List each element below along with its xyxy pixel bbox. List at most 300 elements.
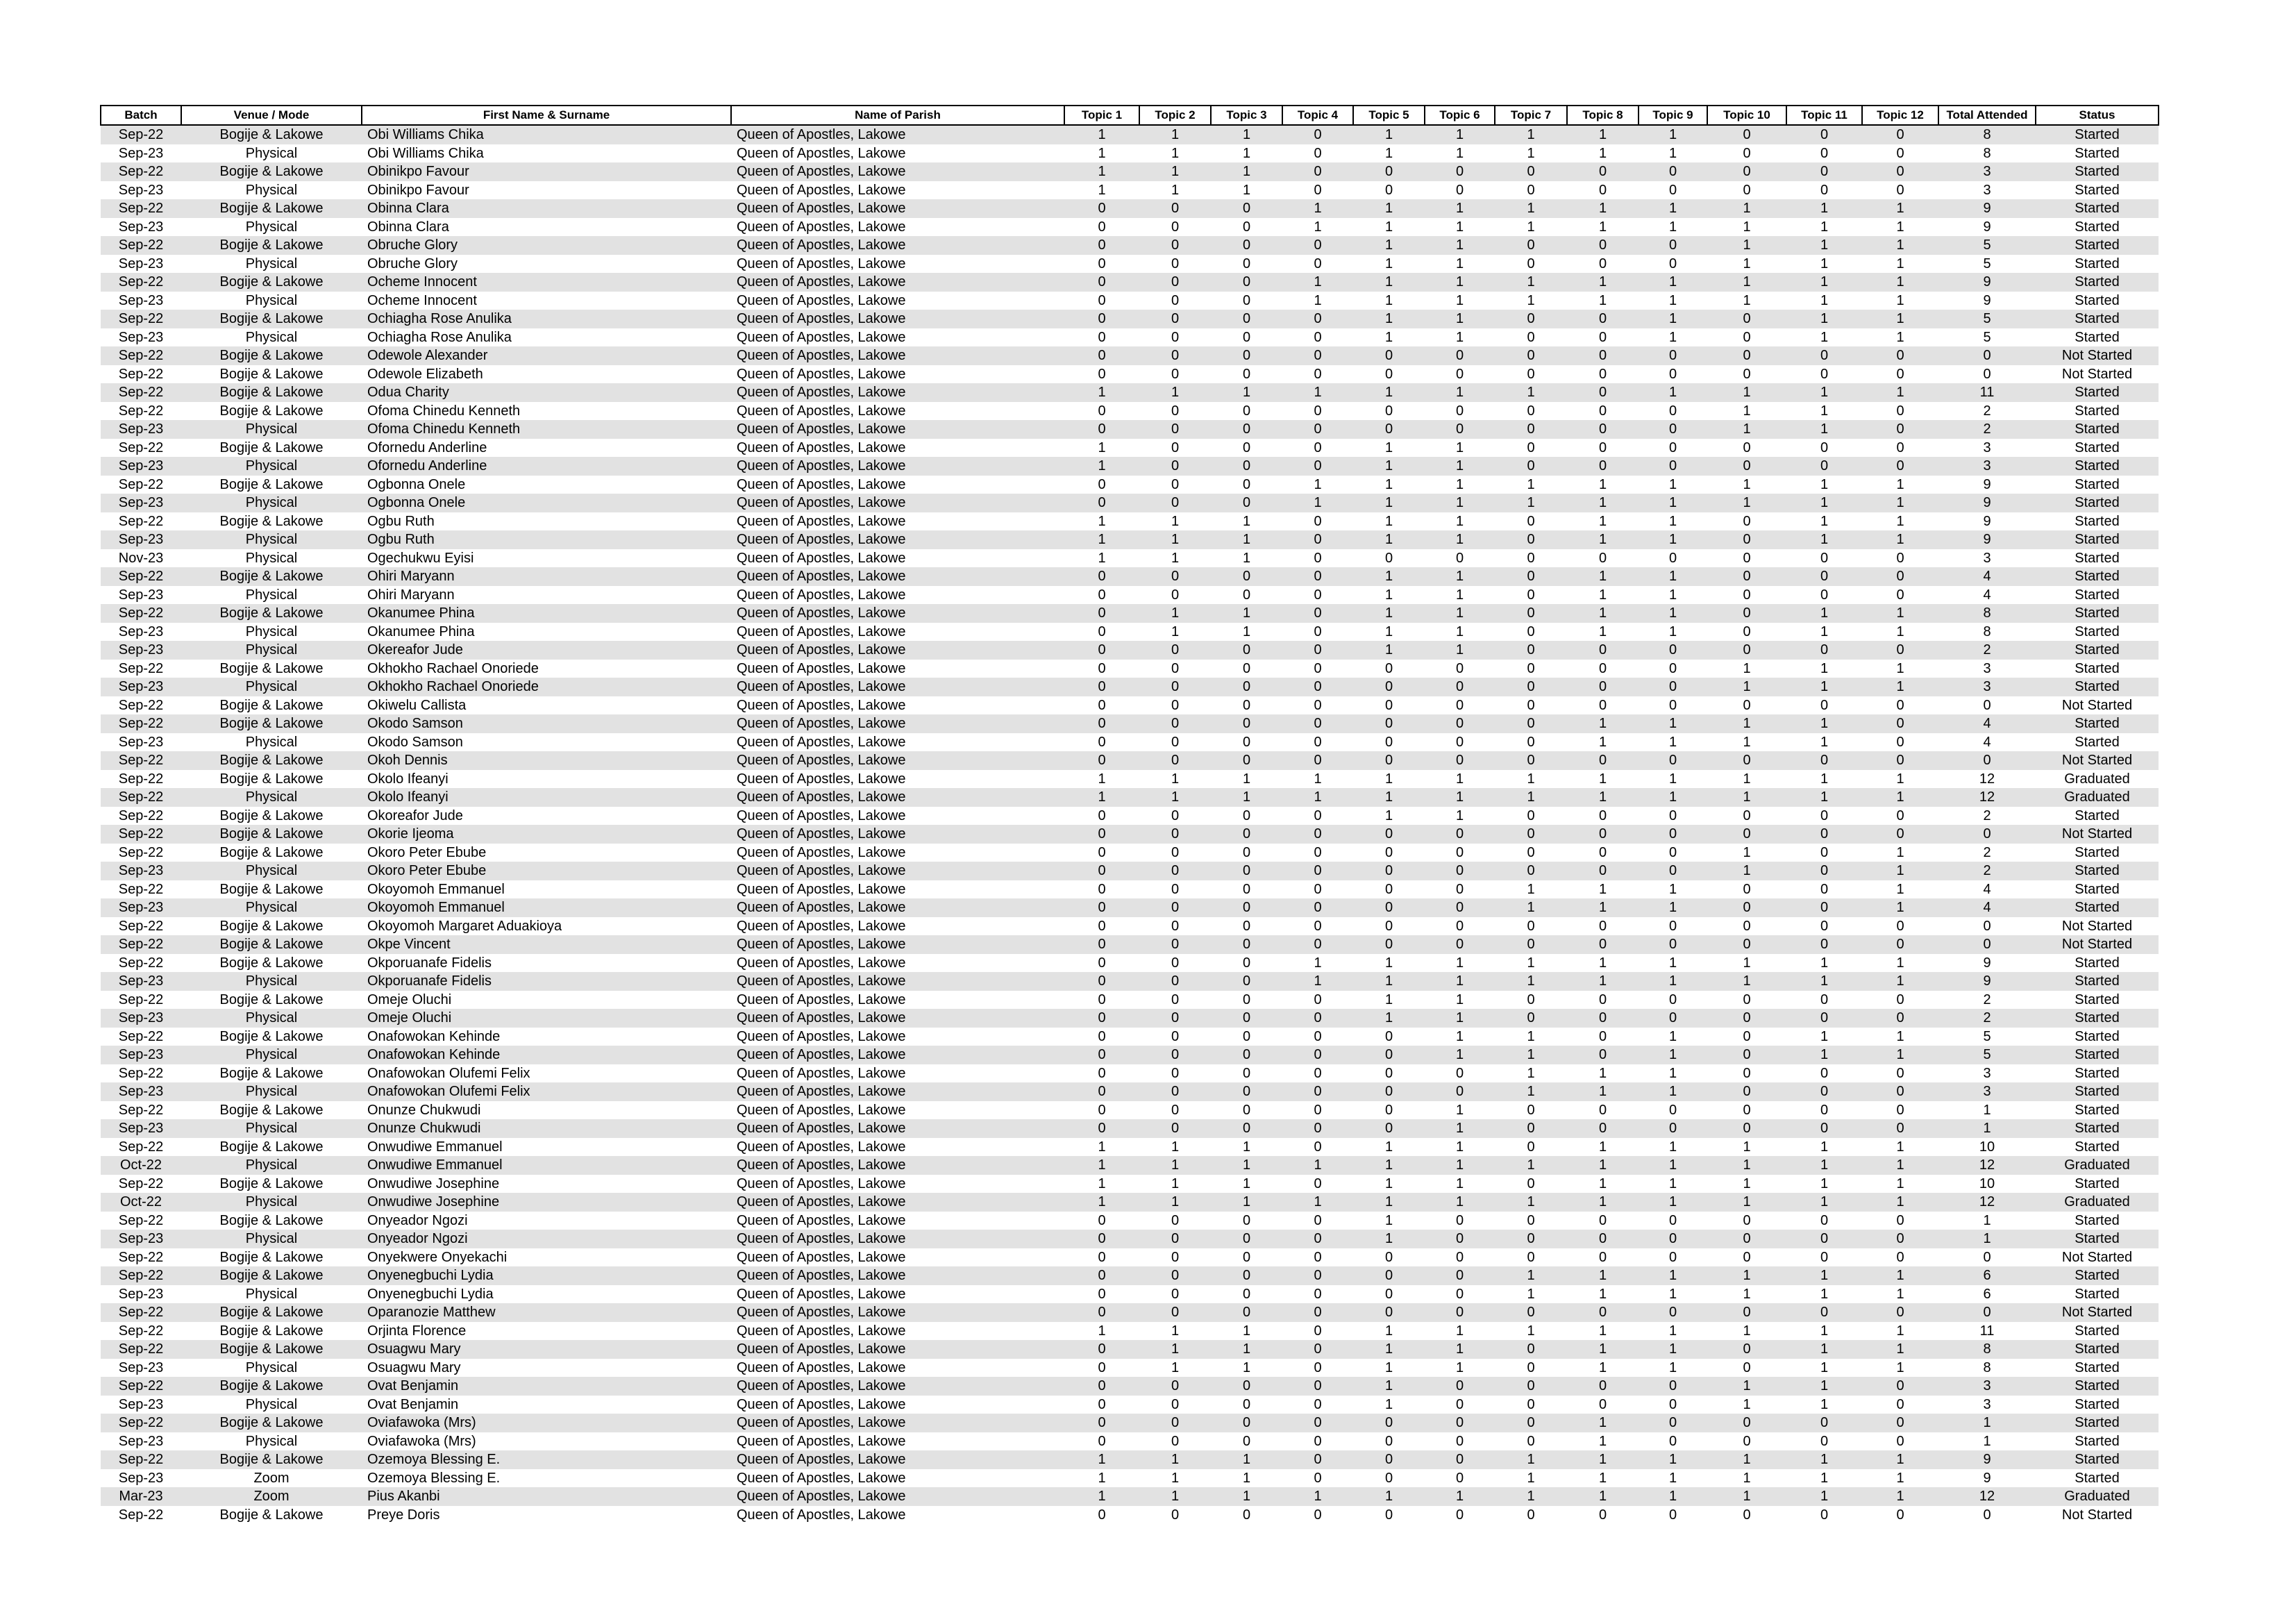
topic-7-cell: 1: [1527, 771, 1535, 787]
topic-10-cell: 0: [1707, 1009, 1786, 1028]
table-row[interactable]: [101, 1377, 2159, 1396]
topic-4-cell: 0: [1282, 420, 1353, 439]
topic-12-cell: 1: [1862, 1046, 1938, 1064]
table-row[interactable]: [101, 181, 2159, 200]
topic-9-cell: 0: [1668, 366, 1677, 382]
topic-4-cell: 0: [1282, 530, 1353, 549]
parish-cell: Queen of Apostles, Lakowe: [737, 1175, 906, 1191]
topic-1-cell: 0: [1098, 1433, 1106, 1449]
topic-9-cell: 1: [1639, 1340, 1707, 1359]
topic-9-cell: 0: [1668, 991, 1677, 1007]
topic-1-cell: 1: [1098, 1470, 1106, 1486]
batch-cell: Sep-22: [101, 604, 181, 623]
topic-4-cell: 0: [1314, 440, 1322, 455]
table-row[interactable]: [101, 898, 2159, 917]
topic-8-cell: 0: [1567, 1377, 1639, 1396]
topic-9-cell: 1: [1668, 1470, 1677, 1486]
topic-10-cell: 1: [1743, 1175, 1751, 1191]
status-cell: Started: [2075, 955, 2120, 971]
topic-6-cell: 1: [1425, 1009, 1495, 1028]
topic-12-cell: 0: [1862, 714, 1938, 733]
table-row[interactable]: [101, 1487, 2159, 1506]
table-row[interactable]: [101, 1469, 2159, 1488]
venue-mode-cell: Bogije & Lakowe: [181, 567, 362, 586]
table-row[interactable]: [101, 457, 2159, 476]
parish-cell: Queen of Apostles, Lakowe: [731, 1046, 1064, 1064]
topic-5-cell: 0: [1353, 714, 1425, 733]
name-cell: Ofoma Chinedu Kenneth: [362, 420, 731, 439]
batch-cell: Sep-22: [118, 476, 164, 492]
topic-4-cell: 1: [1314, 955, 1322, 971]
topic-8-cell: 0: [1598, 1028, 1607, 1044]
topic-4-cell: 0: [1314, 403, 1322, 419]
table-row[interactable]: [101, 1212, 2159, 1230]
status-cell: Graduated: [2064, 771, 2130, 787]
table-row[interactable]: [101, 825, 2159, 844]
topic-12-cell: 0: [1896, 697, 1904, 713]
topic-11-cell: 1: [1820, 1028, 1829, 1044]
parish-cell: Queen of Apostles, Lakowe: [731, 530, 1064, 549]
header-parish[interactable]: Name of Parish: [731, 106, 1064, 125]
topic-9-cell: 1: [1668, 955, 1677, 971]
header-topic-6[interactable]: Topic 6: [1425, 106, 1495, 125]
topic-4-cell: 0: [1314, 1102, 1322, 1118]
topic-6-cell: 0: [1425, 1230, 1495, 1248]
topic-11-cell: 1: [1820, 329, 1829, 345]
topic-2-cell: 0: [1139, 1266, 1211, 1285]
total-attended-cell: 1: [1983, 1433, 1991, 1449]
table-row[interactable]: [101, 770, 2159, 789]
topic-7-cell: 0: [1495, 1303, 1567, 1322]
parish-cell: Queen of Apostles, Lakowe: [731, 125, 1064, 144]
venue-mode-cell: Bogije & Lakowe: [181, 825, 362, 844]
table-row[interactable]: [101, 1175, 2159, 1194]
topic-6-cell: 0: [1455, 844, 1464, 860]
topic-7-cell: 1: [1527, 955, 1535, 971]
topic-2-cell: 0: [1171, 991, 1180, 1007]
topic-5-cell: 0: [1384, 1102, 1393, 1118]
topic-4-cell: 1: [1282, 494, 1353, 512]
topic-4-cell: 0: [1282, 457, 1353, 476]
table-row[interactable]: [101, 660, 2159, 678]
status-cell: Not Started: [2036, 751, 2159, 770]
table-row[interactable]: [101, 144, 2159, 163]
topic-2-cell: 1: [1171, 182, 1180, 198]
topic-10-cell: 0: [1707, 125, 1786, 144]
topic-1-cell: 0: [1064, 1046, 1139, 1064]
table-row[interactable]: [101, 1082, 2159, 1101]
topic-3-cell: 0: [1211, 678, 1282, 696]
topic-9-cell: 0: [1668, 844, 1677, 860]
status-cell: Not Started: [2036, 825, 2159, 844]
topic-3-cell: 1: [1211, 1156, 1282, 1175]
header-status[interactable]: Status: [2036, 106, 2159, 125]
topic-11-cell: 0: [1820, 1065, 1829, 1081]
topic-9-cell: 0: [1668, 918, 1677, 934]
topic-3-cell: 0: [1211, 898, 1282, 917]
topic-12-cell: 1: [1862, 862, 1938, 880]
table-row[interactable]: [101, 623, 2159, 642]
table-row[interactable]: [101, 346, 2159, 365]
status-cell: Started: [2036, 678, 2159, 696]
topic-3-cell: 0: [1211, 494, 1282, 512]
batch-cell: Sep-22: [118, 1175, 164, 1191]
table-row[interactable]: [101, 292, 2159, 310]
topic-5-cell: 1: [1384, 1396, 1393, 1412]
parish-cell: Queen of Apostles, Lakowe: [737, 329, 906, 345]
topic-12-cell: 1: [1862, 273, 1938, 292]
total-attended-cell: 5: [1938, 236, 2036, 255]
table-row[interactable]: [101, 917, 2159, 936]
topic-1-cell: 0: [1064, 199, 1139, 218]
topic-4-cell: 1: [1282, 273, 1353, 292]
header-topic-2[interactable]: Topic 2: [1139, 106, 1211, 125]
topic-4-cell: 0: [1282, 567, 1353, 586]
parish-cell: Queen of Apostles, Lakowe: [737, 1139, 906, 1155]
table-row[interactable]: [101, 1266, 2159, 1285]
topic-3-cell: 0: [1211, 1230, 1282, 1248]
table-row[interactable]: [101, 807, 2159, 826]
topic-12-cell: 0: [1862, 1414, 1938, 1432]
topic-4-cell: 0: [1314, 881, 1322, 897]
topic-6-cell: 1: [1425, 383, 1495, 402]
table-row[interactable]: [101, 935, 2159, 954]
table-row[interactable]: [101, 255, 2159, 274]
topic-1-cell: 0: [1098, 1396, 1106, 1412]
topic-5-cell: 1: [1384, 513, 1393, 529]
topic-7-cell: 0: [1527, 587, 1535, 603]
topic-1-cell: 0: [1064, 898, 1139, 917]
header-topic-1[interactable]: Topic 1: [1064, 106, 1139, 125]
topic-10-cell: 0: [1743, 918, 1751, 934]
table-row[interactable]: [101, 476, 2159, 494]
topic-10-cell: 0: [1743, 1028, 1751, 1044]
batch-cell: Sep-22: [118, 1212, 164, 1228]
topic-1-cell: 1: [1098, 771, 1106, 787]
topic-5-cell: 0: [1384, 1433, 1393, 1449]
topic-10-cell: 1: [1743, 660, 1751, 676]
topic-9-cell: 1: [1639, 1487, 1707, 1506]
header-batch[interactable]: Batch: [101, 106, 181, 125]
topic-7-cell: 1: [1495, 494, 1567, 512]
table-row[interactable]: [101, 328, 2159, 347]
topic-2-cell: 0: [1171, 1286, 1180, 1302]
parish-cell: Queen of Apostles, Lakowe: [737, 292, 906, 308]
table-row[interactable]: [101, 567, 2159, 586]
parish-cell: Queen of Apostles, Lakowe: [737, 623, 906, 639]
table-row[interactable]: [101, 604, 2159, 623]
total-attended-cell: 3: [1983, 1065, 1991, 1081]
name-cell: Okoyomoh Emmanuel: [362, 898, 731, 917]
name-cell: Pius Akanbi: [362, 1487, 731, 1506]
name-cell: Ochiagha Rose Anulika: [362, 310, 731, 328]
status-cell: Started: [2075, 182, 2120, 198]
topic-9-cell: 1: [1639, 1266, 1707, 1285]
table-row[interactable]: [101, 273, 2159, 292]
table-row[interactable]: [101, 1138, 2159, 1157]
topic-6-cell: 1: [1425, 604, 1495, 623]
table-row[interactable]: [101, 218, 2159, 237]
table-row[interactable]: [101, 991, 2159, 1010]
table-row[interactable]: [101, 862, 2159, 880]
topic-5-cell: 1: [1353, 457, 1425, 476]
topic-5-cell: 0: [1353, 678, 1425, 696]
table-row[interactable]: [101, 439, 2159, 458]
table-row[interactable]: [101, 494, 2159, 512]
topic-6-cell: 1: [1425, 199, 1495, 218]
venue-mode-cell: Physical: [245, 1359, 298, 1375]
venue-mode-cell: Physical: [181, 1119, 362, 1138]
topic-5-cell: 0: [1353, 751, 1425, 770]
total-attended-cell: 2: [1983, 844, 1991, 860]
topic-6-cell: 0: [1455, 918, 1464, 934]
topic-12-cell: 1: [1862, 1450, 1938, 1469]
topic-8-cell: 1: [1598, 1323, 1607, 1339]
topic-9-cell: 1: [1668, 1323, 1677, 1339]
topic-7-cell: 0: [1527, 1249, 1535, 1265]
topic-4-cell: 1: [1282, 1487, 1353, 1506]
table-row[interactable]: [101, 1432, 2159, 1451]
table-row[interactable]: [101, 1322, 2159, 1341]
batch-cell: Sep-23: [118, 587, 164, 603]
name-cell: Ofornedu Anderline: [362, 457, 731, 476]
name-cell: Onafowokan Olufemi Felix: [367, 1065, 530, 1081]
total-attended-cell: 3: [1938, 457, 2036, 476]
parish-cell: Queen of Apostles, Lakowe: [731, 383, 1064, 402]
topic-11-cell: 0: [1820, 991, 1829, 1007]
table-row[interactable]: [101, 1359, 2159, 1378]
table-row[interactable]: [101, 1156, 2159, 1175]
topic-1-cell: 0: [1098, 476, 1106, 492]
table-row[interactable]: [101, 549, 2159, 568]
venue-mode-cell: Bogije & Lakowe: [219, 955, 324, 971]
topic-2-cell: 1: [1139, 1193, 1211, 1212]
name-cell: Ohiri Maryann: [367, 587, 455, 603]
header-topic-5[interactable]: Topic 5: [1353, 106, 1425, 125]
topic-2-cell: 1: [1171, 550, 1180, 566]
header-name[interactable]: First Name & Surname: [362, 106, 731, 125]
topic-8-cell: 0: [1567, 310, 1639, 328]
topic-4-cell: 0: [1282, 862, 1353, 880]
topic-10-cell: 0: [1707, 825, 1786, 844]
table-row[interactable]: [101, 1064, 2159, 1083]
venue-mode-cell: Bogije & Lakowe: [181, 751, 362, 770]
table-row[interactable]: [101, 125, 2159, 144]
table-row[interactable]: [101, 751, 2159, 770]
topic-3-cell: 0: [1242, 219, 1251, 235]
name-cell: Oviafawoka (Mrs): [362, 1414, 731, 1432]
topic-5-cell: 1: [1353, 383, 1425, 402]
topic-5-cell: 1: [1384, 476, 1393, 492]
table-row[interactable]: [101, 512, 2159, 531]
topic-10-cell: 1: [1743, 219, 1751, 235]
topic-5-cell: 1: [1384, 1175, 1393, 1191]
total-attended-cell: 8: [1938, 604, 2036, 623]
topic-1-cell: 0: [1064, 1340, 1139, 1359]
topic-5-cell: 0: [1384, 918, 1393, 934]
status-cell: Started: [2075, 1065, 2120, 1081]
topic-6-cell: 1: [1455, 991, 1464, 1007]
table-row[interactable]: [101, 788, 2159, 807]
table-row[interactable]: [101, 383, 2159, 402]
table-row[interactable]: [101, 1193, 2159, 1212]
total-attended-cell: 5: [1938, 310, 2036, 328]
name-cell: Okanumee Phina: [367, 623, 475, 639]
topic-9-cell: 1: [1668, 771, 1677, 787]
name-cell: Ocheme Innocent: [362, 273, 731, 292]
table-row[interactable]: [101, 844, 2159, 862]
topic-1-cell: 0: [1064, 1009, 1139, 1028]
topic-12-cell: 0: [1862, 1119, 1938, 1138]
topic-7-cell: 1: [1495, 1156, 1567, 1175]
table-row[interactable]: [101, 365, 2159, 384]
topic-2-cell: 0: [1139, 273, 1211, 292]
topic-8-cell: 1: [1567, 1266, 1639, 1285]
table-row[interactable]: [101, 1028, 2159, 1046]
topic-10-cell: 1: [1743, 1470, 1751, 1486]
table-row[interactable]: [101, 236, 2159, 255]
topic-3-cell: 0: [1242, 256, 1251, 271]
total-attended-cell: 9: [1938, 530, 2036, 549]
header-venue-mode[interactable]: Venue / Mode: [181, 106, 362, 125]
table-row[interactable]: [101, 954, 2159, 973]
topic-6-cell: 0: [1425, 935, 1495, 954]
topic-1-cell: 0: [1064, 567, 1139, 586]
topic-12-cell: 1: [1862, 236, 1938, 255]
batch-cell: Sep-22: [118, 807, 164, 823]
topic-2-cell: 0: [1139, 714, 1211, 733]
table-row[interactable]: [101, 1340, 2159, 1359]
parish-cell: Queen of Apostles, Lakowe: [731, 641, 1064, 660]
name-cell: Okereafor Jude: [362, 641, 731, 660]
topic-8-cell: 1: [1598, 1286, 1607, 1302]
topic-11-cell: 0: [1820, 807, 1829, 823]
topic-11-cell: 1: [1820, 1323, 1829, 1339]
venue-mode-cell: Bogije & Lakowe: [181, 162, 362, 181]
parish-cell: Queen of Apostles, Lakowe: [731, 1450, 1064, 1469]
topic-8-cell: 0: [1598, 550, 1607, 566]
topic-1-cell: 1: [1098, 1323, 1106, 1339]
topic-12-cell: 0: [1862, 935, 1938, 954]
topic-2-cell: 1: [1139, 1340, 1211, 1359]
topic-9-cell: 0: [1639, 162, 1707, 181]
table-row[interactable]: [101, 972, 2159, 991]
topic-6-cell: 1: [1455, 955, 1464, 971]
topic-6-cell: 1: [1455, 1175, 1464, 1191]
header-topic-4[interactable]: Topic 4: [1282, 106, 1353, 125]
topic-6-cell: 0: [1425, 1377, 1495, 1396]
table-row[interactable]: [101, 714, 2159, 733]
topic-6-cell: 1: [1425, 1340, 1495, 1359]
name-cell: Okporuanafe Fidelis: [362, 972, 731, 991]
table-row[interactable]: [101, 1230, 2159, 1248]
table-row[interactable]: [101, 1101, 2159, 1120]
batch-cell: Sep-22: [118, 513, 164, 529]
topic-5-cell: 1: [1384, 440, 1393, 455]
table-row[interactable]: [101, 310, 2159, 328]
topic-11-cell: 1: [1820, 771, 1829, 787]
topic-5-cell: 1: [1353, 494, 1425, 512]
batch-cell: Sep-23: [101, 457, 181, 476]
header-topic-9[interactable]: Topic 9: [1639, 106, 1707, 125]
table-row[interactable]: [101, 1303, 2159, 1322]
topic-11-cell: 1: [1820, 955, 1829, 971]
topic-11-cell: 0: [1786, 862, 1862, 880]
table-row[interactable]: [101, 678, 2159, 696]
topic-1-cell: 0: [1064, 825, 1139, 844]
table-row[interactable]: [101, 1396, 2159, 1414]
total-attended-cell: 1: [1938, 1230, 2036, 1248]
header-total-attended[interactable]: Total Attended: [1938, 106, 2036, 125]
table-row[interactable]: [101, 402, 2159, 421]
table-row[interactable]: [101, 733, 2159, 752]
total-attended-cell: 3: [1938, 678, 2036, 696]
table-row[interactable]: [101, 1248, 2159, 1267]
status-cell: Started: [2075, 587, 2120, 603]
topic-6-cell: 0: [1455, 1396, 1464, 1412]
topic-12-cell: 1: [1862, 1193, 1938, 1212]
table-row[interactable]: [101, 420, 2159, 439]
table-row[interactable]: [101, 880, 2159, 899]
header-topic-3[interactable]: Topic 3: [1211, 106, 1282, 125]
parish-cell: Queen of Apostles, Lakowe: [731, 1156, 1064, 1175]
name-cell: Osuagwu Mary: [367, 1359, 461, 1375]
topic-7-cell: 1: [1527, 219, 1535, 235]
table-row[interactable]: [101, 1046, 2159, 1064]
table-row[interactable]: [101, 1009, 2159, 1028]
topic-5-cell: 0: [1353, 935, 1425, 954]
header-topic-7[interactable]: Topic 7: [1495, 106, 1567, 125]
table-row[interactable]: [101, 696, 2159, 715]
topic-4-cell: 0: [1282, 125, 1353, 144]
table-row[interactable]: [101, 1450, 2159, 1469]
header-topic-8[interactable]: Topic 8: [1567, 106, 1639, 125]
topic-11-cell: 1: [1786, 678, 1862, 696]
total-attended-cell: 1: [1983, 1102, 1991, 1118]
topic-5-cell: 1: [1353, 1009, 1425, 1028]
topic-5-cell: 1: [1384, 807, 1393, 823]
topic-5-cell: 1: [1384, 587, 1393, 603]
topic-12-cell: 1: [1862, 898, 1938, 917]
table-row[interactable]: [101, 1506, 2159, 1525]
table-row[interactable]: [101, 586, 2159, 605]
total-attended-cell: 2: [1938, 1009, 2036, 1028]
status-cell: Graduated: [2036, 1156, 2159, 1175]
header-topic-12[interactable]: Topic 12: [1862, 106, 1938, 125]
table-row[interactable]: [101, 641, 2159, 660]
batch-cell: Mar-23: [101, 1487, 181, 1506]
table-row[interactable]: [101, 1119, 2159, 1138]
header-topic-11[interactable]: Topic 11: [1786, 106, 1862, 125]
topic-8-cell: 1: [1598, 219, 1607, 235]
topic-4-cell: 0: [1314, 734, 1322, 750]
topic-1-cell: 1: [1098, 1175, 1106, 1191]
total-attended-cell: 2: [1938, 420, 2036, 439]
table-row[interactable]: [101, 1414, 2159, 1432]
topic-12-cell: 1: [1896, 623, 1904, 639]
table-row[interactable]: [101, 530, 2159, 549]
topic-9-cell: 1: [1668, 329, 1677, 345]
topic-9-cell: 1: [1639, 972, 1707, 991]
table-row[interactable]: [101, 199, 2159, 218]
topic-8-cell: 0: [1567, 457, 1639, 476]
topic-6-cell: 1: [1425, 788, 1495, 807]
topic-1-cell: 1: [1098, 1139, 1106, 1155]
header-topic-10[interactable]: Topic 10: [1707, 106, 1786, 125]
table-row[interactable]: [101, 1285, 2159, 1304]
table-row[interactable]: [101, 162, 2159, 181]
total-attended-cell: 0: [1938, 751, 2036, 770]
